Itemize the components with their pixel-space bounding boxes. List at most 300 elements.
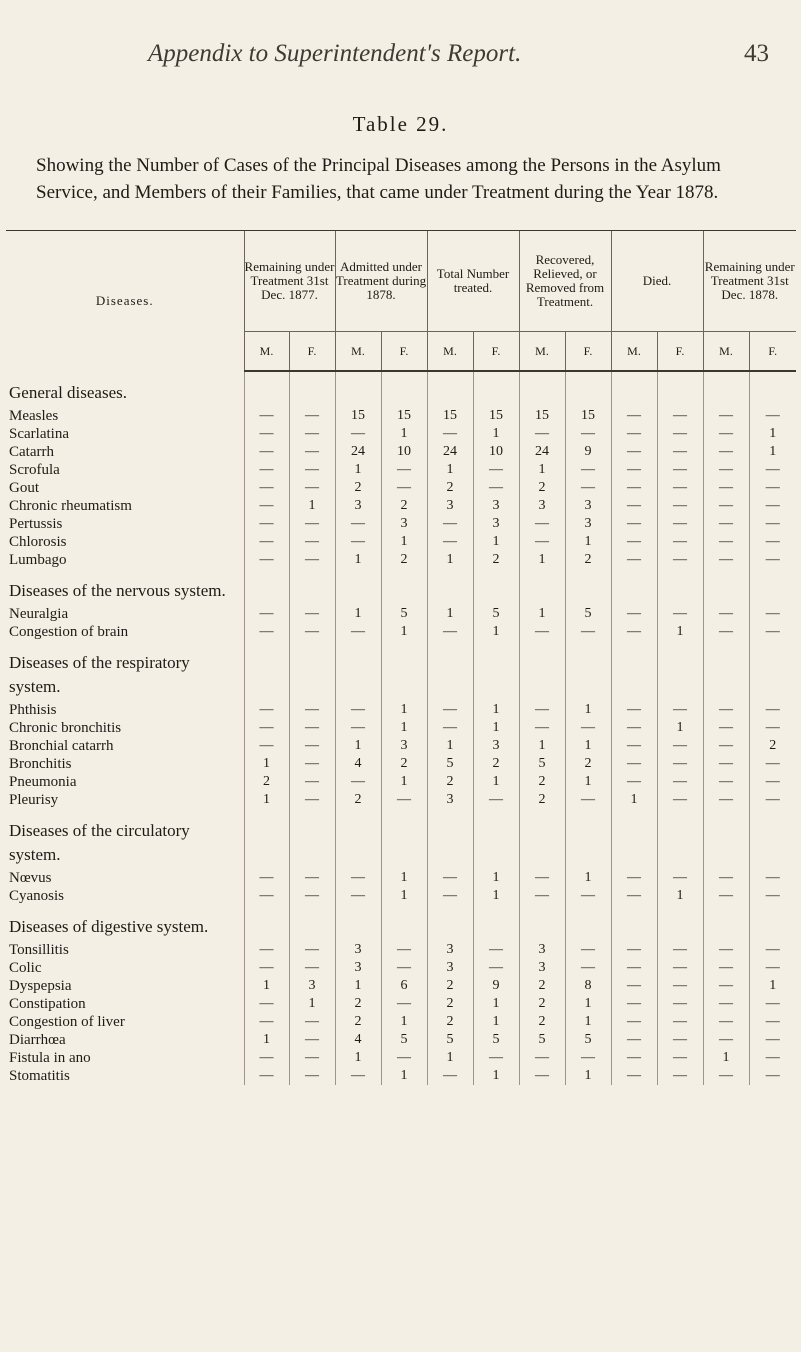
value-cell: 8: [565, 977, 611, 995]
table-row: [6, 533, 796, 551]
value-cell: 2: [244, 773, 289, 791]
table-row: [6, 887, 796, 905]
value-cell: 6: [381, 977, 427, 995]
value-cell: 2: [335, 479, 381, 497]
value-cell: —: [703, 443, 749, 461]
value-cell: —: [611, 443, 657, 461]
value-cell: —: [611, 605, 657, 623]
value-cell: 2: [519, 995, 565, 1013]
value-cell: 1: [473, 773, 519, 791]
blank-cell: [381, 569, 427, 605]
value-cell: 1: [565, 995, 611, 1013]
value-cell: 15: [427, 407, 473, 425]
disease-name: Pneumonia: [9, 773, 77, 790]
value-cell: 3: [427, 941, 473, 959]
value-cell: —: [749, 461, 796, 479]
blank-cell: [703, 809, 749, 869]
value-cell: —: [289, 1067, 335, 1085]
value-cell: —: [657, 701, 703, 719]
table-row: [6, 605, 796, 623]
male-column-header: M.: [611, 332, 657, 372]
blank-cell: [381, 641, 427, 701]
value-cell: —: [611, 737, 657, 755]
value-cell: —: [289, 443, 335, 461]
value-cell: —: [703, 887, 749, 905]
value-cell: —: [611, 1049, 657, 1067]
disease-name: Lumbago: [9, 551, 67, 568]
table-row: [6, 737, 796, 755]
male-column-header: M.: [519, 332, 565, 372]
value-cell: —: [565, 791, 611, 809]
value-cell: 2: [381, 551, 427, 569]
value-cell: —: [657, 551, 703, 569]
value-cell: —: [519, 1067, 565, 1085]
disease-name: Bronchial catarrh: [9, 737, 114, 754]
disease-name: Colic: [9, 959, 42, 976]
blank-cell: [565, 569, 611, 605]
value-cell: —: [611, 755, 657, 773]
value-cell: 1: [473, 623, 519, 641]
value-cell: —: [749, 515, 796, 533]
value-cell: —: [289, 623, 335, 641]
value-cell: —: [335, 887, 381, 905]
blank-cell: [611, 641, 657, 701]
value-cell: 1: [381, 887, 427, 905]
value-cell: —: [244, 1067, 289, 1085]
value-cell: —: [244, 533, 289, 551]
value-cell: 2: [565, 551, 611, 569]
value-cell: —: [473, 1049, 519, 1067]
value-cell: —: [749, 1013, 796, 1031]
value-cell: —: [749, 605, 796, 623]
value-cell: 3: [565, 515, 611, 533]
value-cell: —: [289, 941, 335, 959]
value-cell: 3: [335, 959, 381, 977]
value-cell: 3: [519, 941, 565, 959]
value-cell: 1: [565, 773, 611, 791]
value-cell: —: [565, 887, 611, 905]
group-heading-row: [6, 809, 796, 869]
group-heading-row: [6, 371, 796, 407]
blank-cell: [749, 809, 796, 869]
blank-cell: [657, 569, 703, 605]
value-cell: 1: [703, 1049, 749, 1067]
value-cell: —: [335, 623, 381, 641]
value-cell: —: [703, 737, 749, 755]
value-cell: —: [473, 941, 519, 959]
value-cell: —: [335, 773, 381, 791]
blank-cell: [244, 809, 289, 869]
value-cell: 3: [473, 515, 519, 533]
value-cell: —: [427, 869, 473, 887]
value-cell: —: [519, 869, 565, 887]
blank-cell: [657, 371, 703, 407]
blank-cell: [565, 641, 611, 701]
value-cell: —: [749, 791, 796, 809]
blank-cell: [519, 641, 565, 701]
table-row: [6, 497, 796, 515]
value-cell: —: [289, 1049, 335, 1067]
value-cell: —: [427, 425, 473, 443]
table-row: [6, 701, 796, 719]
value-cell: —: [749, 755, 796, 773]
blank-cell: [335, 569, 381, 605]
value-cell: 1: [335, 737, 381, 755]
table-row: [6, 623, 796, 641]
value-cell: 9: [473, 977, 519, 995]
value-cell: —: [611, 773, 657, 791]
value-cell: —: [289, 1013, 335, 1031]
value-cell: 9: [565, 443, 611, 461]
value-cell: —: [703, 515, 749, 533]
value-cell: —: [244, 887, 289, 905]
blank-cell: [749, 905, 796, 941]
value-cell: 1: [381, 869, 427, 887]
value-cell: —: [244, 701, 289, 719]
value-cell: 1: [427, 1049, 473, 1067]
value-cell: —: [749, 995, 796, 1013]
value-cell: 1: [289, 497, 335, 515]
value-cell: —: [703, 461, 749, 479]
value-cell: 1: [335, 977, 381, 995]
value-cell: 15: [565, 407, 611, 425]
value-cell: —: [611, 407, 657, 425]
blank-cell: [611, 569, 657, 605]
value-cell: 10: [381, 443, 427, 461]
value-cell: 1: [244, 791, 289, 809]
value-cell: —: [703, 479, 749, 497]
value-cell: —: [611, 995, 657, 1013]
value-cell: 1: [244, 1031, 289, 1049]
blank-cell: [427, 569, 473, 605]
value-cell: —: [427, 887, 473, 905]
value-cell: 5: [565, 1031, 611, 1049]
value-cell: 2: [473, 551, 519, 569]
value-cell: 2: [381, 497, 427, 515]
value-cell: —: [381, 941, 427, 959]
value-cell: —: [657, 479, 703, 497]
blank-cell: [703, 371, 749, 407]
value-cell: 1: [335, 551, 381, 569]
value-cell: —: [565, 1049, 611, 1067]
disease-name: Phthisis: [9, 701, 57, 718]
value-cell: —: [657, 1067, 703, 1085]
value-cell: —: [381, 791, 427, 809]
value-cell: —: [657, 869, 703, 887]
value-cell: 2: [427, 1013, 473, 1031]
blank-cell: [657, 905, 703, 941]
value-cell: —: [657, 977, 703, 995]
value-cell: 2: [519, 791, 565, 809]
running-header-title: Appendix to Superintendent's Report.: [148, 40, 522, 67]
value-cell: —: [703, 425, 749, 443]
value-cell: —: [703, 995, 749, 1013]
disease-name: Scarlatina: [9, 425, 69, 442]
female-column-header: F.: [289, 332, 335, 372]
value-cell: 5: [427, 755, 473, 773]
disease-name: Diarrhœa: [9, 1031, 66, 1048]
value-cell: —: [703, 941, 749, 959]
diseases-column-header: Diseases.: [6, 231, 244, 372]
value-cell: 1: [381, 719, 427, 737]
value-cell: 2: [427, 977, 473, 995]
value-cell: —: [335, 515, 381, 533]
value-cell: —: [703, 701, 749, 719]
disease-name: Chlorosis: [9, 533, 67, 550]
blank-cell: [427, 905, 473, 941]
value-cell: 1: [519, 605, 565, 623]
value-cell: —: [703, 791, 749, 809]
disease-name: Measles: [9, 407, 59, 424]
value-cell: 1: [335, 605, 381, 623]
value-cell: 1: [381, 1013, 427, 1031]
value-cell: —: [335, 1067, 381, 1085]
value-cell: —: [611, 515, 657, 533]
value-cell: —: [289, 1031, 335, 1049]
disease-name: Pleurisy: [9, 791, 59, 808]
blank-cell: [703, 569, 749, 605]
value-cell: —: [244, 515, 289, 533]
died-header: Died.: [611, 231, 703, 332]
value-cell: —: [244, 497, 289, 515]
value-cell: —: [519, 701, 565, 719]
value-cell: —: [427, 515, 473, 533]
value-cell: 1: [427, 737, 473, 755]
value-cell: 1: [473, 869, 519, 887]
value-cell: —: [565, 461, 611, 479]
value-cell: —: [289, 605, 335, 623]
blank-cell: [244, 641, 289, 701]
value-cell: —: [657, 1049, 703, 1067]
blank-cell: [381, 809, 427, 869]
value-cell: —: [289, 887, 335, 905]
value-cell: —: [611, 1013, 657, 1031]
value-cell: 2: [427, 995, 473, 1013]
value-cell: —: [703, 1067, 749, 1085]
value-cell: —: [244, 995, 289, 1013]
value-cell: —: [565, 959, 611, 977]
value-cell: 3: [335, 497, 381, 515]
blank-cell: [335, 809, 381, 869]
value-cell: 1: [289, 995, 335, 1013]
male-column-header: M.: [244, 332, 289, 372]
value-cell: —: [703, 533, 749, 551]
value-cell: —: [749, 407, 796, 425]
admitted-header: Admitted under Treatment during 1878.: [335, 231, 427, 332]
value-cell: 2: [473, 755, 519, 773]
value-cell: —: [289, 533, 335, 551]
blank-cell: [703, 905, 749, 941]
group-title: Diseases of the respiratory system.: [9, 653, 190, 696]
value-cell: —: [749, 773, 796, 791]
value-cell: 2: [519, 977, 565, 995]
remaining-1878-header: Remaining under Treatment 31st Dec. 1878.: [703, 231, 796, 332]
value-cell: —: [657, 1031, 703, 1049]
blank-cell: [473, 809, 519, 869]
value-cell: —: [519, 887, 565, 905]
value-cell: —: [289, 959, 335, 977]
value-cell: —: [289, 515, 335, 533]
value-cell: 2: [335, 1013, 381, 1031]
value-cell: —: [703, 719, 749, 737]
value-cell: 1: [381, 1067, 427, 1085]
value-cell: —: [244, 407, 289, 425]
value-cell: —: [335, 719, 381, 737]
value-cell: —: [749, 1031, 796, 1049]
value-cell: —: [244, 719, 289, 737]
value-cell: —: [749, 497, 796, 515]
value-cell: 1: [657, 719, 703, 737]
blank-cell: [473, 371, 519, 407]
value-cell: —: [335, 869, 381, 887]
blank-cell: [611, 809, 657, 869]
disease-name: Chronic rheumatism: [9, 497, 132, 514]
disease-name: Bronchitis: [9, 755, 72, 772]
disease-name: Congestion of brain: [9, 623, 129, 640]
blank-cell: [703, 641, 749, 701]
value-cell: —: [657, 755, 703, 773]
value-cell: —: [749, 533, 796, 551]
value-cell: —: [427, 1067, 473, 1085]
value-cell: 5: [565, 605, 611, 623]
value-cell: —: [289, 425, 335, 443]
value-cell: 1: [335, 1049, 381, 1067]
table-row: [6, 959, 796, 977]
blank-cell: [244, 569, 289, 605]
value-cell: —: [703, 407, 749, 425]
value-cell: —: [749, 941, 796, 959]
disease-name: Nœvus: [9, 869, 52, 886]
blank-cell: [381, 905, 427, 941]
value-cell: —: [289, 719, 335, 737]
disease-name: Cyanosis: [9, 887, 65, 904]
disease-name: Catarrh: [9, 443, 54, 460]
value-cell: —: [703, 551, 749, 569]
blank-cell: [519, 809, 565, 869]
value-cell: 3: [519, 959, 565, 977]
value-cell: 1: [519, 737, 565, 755]
value-cell: 3: [289, 977, 335, 995]
table-label: Table 29.: [352, 112, 449, 136]
value-cell: —: [657, 515, 703, 533]
blank-cell: [427, 809, 473, 869]
value-cell: —: [565, 425, 611, 443]
value-cell: —: [749, 623, 796, 641]
value-cell: —: [244, 551, 289, 569]
remaining-1877-header: Remaining under Treatment 31st Dec. 1877.: [244, 231, 335, 332]
value-cell: 2: [519, 479, 565, 497]
blank-cell: [289, 641, 335, 701]
value-cell: 1: [381, 701, 427, 719]
value-cell: 3: [427, 791, 473, 809]
value-cell: 3: [519, 497, 565, 515]
value-cell: 24: [427, 443, 473, 461]
value-cell: —: [244, 425, 289, 443]
value-cell: —: [749, 551, 796, 569]
value-cell: 1: [381, 425, 427, 443]
value-cell: —: [611, 977, 657, 995]
value-cell: 3: [381, 737, 427, 755]
table-row: [6, 941, 796, 959]
value-cell: 1: [473, 425, 519, 443]
table-row: [6, 1031, 796, 1049]
male-column-header: M.: [427, 332, 473, 372]
value-cell: —: [611, 623, 657, 641]
value-cell: —: [289, 869, 335, 887]
value-cell: 2: [335, 791, 381, 809]
value-cell: —: [335, 701, 381, 719]
value-cell: 5: [427, 1031, 473, 1049]
value-cell: —: [611, 719, 657, 737]
value-cell: 2: [427, 773, 473, 791]
blank-cell: [519, 371, 565, 407]
value-cell: 15: [335, 407, 381, 425]
value-cell: —: [611, 479, 657, 497]
value-cell: —: [611, 959, 657, 977]
female-column-header: F.: [381, 332, 427, 372]
blank-cell: [427, 641, 473, 701]
value-cell: 1: [565, 737, 611, 755]
female-column-header: F.: [657, 332, 703, 372]
blank-cell: [657, 641, 703, 701]
blank-cell: [519, 905, 565, 941]
table-caption: Showing the Number of Cases of the Principal Diseases among the Persons in the Asylum Service, and Members of their Families, that came under Treatment during the Year 1878.: [36, 155, 721, 203]
value-cell: —: [611, 425, 657, 443]
value-cell: —: [611, 551, 657, 569]
disease-name: Neuralgia: [9, 605, 69, 622]
value-cell: 3: [473, 737, 519, 755]
group-title: Diseases of the nervous system.: [9, 581, 226, 600]
value-cell: —: [657, 737, 703, 755]
table-row: [6, 977, 796, 995]
value-cell: 15: [381, 407, 427, 425]
value-cell: 1: [473, 719, 519, 737]
value-cell: —: [749, 479, 796, 497]
value-cell: 24: [519, 443, 565, 461]
page-number: 43: [744, 40, 769, 67]
value-cell: —: [473, 461, 519, 479]
value-cell: 2: [427, 479, 473, 497]
table-row: [6, 407, 796, 425]
value-cell: —: [244, 941, 289, 959]
value-cell: —: [565, 941, 611, 959]
blank-cell: [244, 371, 289, 407]
value-cell: 5: [473, 1031, 519, 1049]
disease-name: Dyspepsia: [9, 977, 72, 994]
blank-cell: [289, 569, 335, 605]
table-row: [6, 443, 796, 461]
value-cell: —: [657, 497, 703, 515]
blank-cell: [335, 371, 381, 407]
disease-name: Stomatitis: [9, 1067, 70, 1084]
value-cell: 1: [473, 1013, 519, 1031]
value-cell: —: [519, 623, 565, 641]
value-cell: —: [565, 719, 611, 737]
group-title: Diseases of the circulatory system.: [9, 821, 190, 864]
value-cell: 2: [381, 755, 427, 773]
value-cell: 1: [381, 773, 427, 791]
value-cell: 1: [244, 977, 289, 995]
value-cell: 5: [473, 605, 519, 623]
value-cell: 2: [519, 1013, 565, 1031]
value-cell: —: [611, 1031, 657, 1049]
value-cell: —: [657, 1013, 703, 1031]
female-column-header: F.: [565, 332, 611, 372]
value-cell: 1: [473, 1067, 519, 1085]
blank-cell: [289, 809, 335, 869]
value-cell: —: [519, 533, 565, 551]
value-cell: 1: [519, 461, 565, 479]
